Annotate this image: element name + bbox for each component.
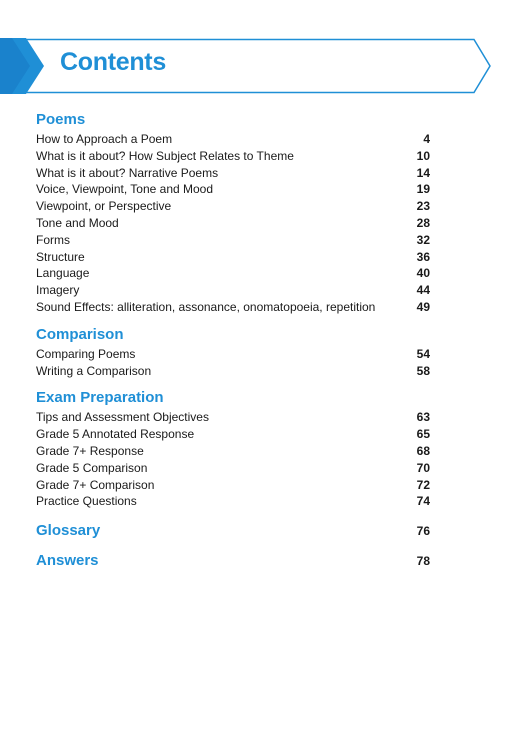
toc-entry[interactable]	[36, 460, 430, 477]
spacer	[36, 379, 430, 387]
section-title: Exam Preparation	[36, 389, 164, 407]
toc-entry-answers[interactable]	[36, 550, 430, 572]
entry-page: 36	[416, 249, 430, 264]
entry-page: 76	[416, 524, 430, 539]
section-title: Comparison	[36, 325, 124, 343]
section-title: Glossary	[36, 522, 101, 540]
entry-page: 44	[416, 283, 430, 298]
entry-page: 28	[416, 215, 430, 230]
entry-label: Viewpoint, or Perspective	[36, 199, 172, 214]
entry-page: 78	[416, 554, 430, 569]
entry-label: What is it about? How Subject Relates to Theme	[36, 148, 294, 163]
spacer	[36, 510, 430, 520]
entry-label: Voice, Viewpoint, Tone and Mood	[36, 182, 214, 197]
toc-entry[interactable]	[36, 409, 430, 426]
entry-label: Grade 5 Annotated Response	[36, 427, 195, 442]
toc-section-exam-preparation	[36, 387, 430, 510]
table-of-contents	[36, 109, 430, 572]
toc-entry[interactable]	[36, 363, 430, 380]
entry-label: What is it about? Narrative Poems	[36, 165, 219, 180]
toc-entry[interactable]	[36, 215, 430, 232]
entry-page: 54	[416, 346, 430, 361]
toc-entry[interactable]	[36, 493, 430, 510]
entry-label: Practice Questions	[36, 494, 137, 509]
toc-entry[interactable]	[36, 282, 430, 299]
entry-page: 14	[416, 165, 430, 180]
entry-page: 10	[416, 148, 430, 163]
entry-label: Language	[36, 266, 90, 281]
entry-page: 32	[416, 232, 430, 247]
entry-label: Tone and Mood	[36, 215, 119, 230]
toc-entry[interactable]	[36, 443, 430, 460]
entry-label: Writing a Comparison	[36, 363, 152, 378]
toc-entry[interactable]	[36, 299, 430, 316]
entry-label: Grade 5 Comparison	[36, 460, 148, 475]
spacer	[36, 316, 430, 324]
toc-entry[interactable]	[36, 181, 430, 198]
toc-entry[interactable]	[36, 198, 430, 215]
entry-label: Sound Effects: alliteration, assonance, onomatopoeia, repetition	[36, 299, 376, 314]
toc-entry[interactable]	[36, 477, 430, 494]
entry-page: 23	[416, 199, 430, 214]
entry-page: 58	[416, 363, 430, 378]
toc-section-poems	[36, 109, 430, 316]
entry-page: 68	[416, 443, 430, 458]
toc-entry[interactable]	[36, 165, 430, 182]
entry-page: 4	[423, 132, 430, 146]
section-heading[interactable]	[36, 387, 430, 409]
section-title: Answers	[36, 552, 99, 570]
section-title: Poems	[36, 111, 86, 128]
entry-page: 70	[416, 460, 430, 475]
entry-label: How to Approach a Poem	[36, 132, 173, 146]
section-heading[interactable]	[36, 324, 430, 346]
toc-entry[interactable]	[36, 148, 430, 165]
toc-entry[interactable]	[36, 265, 430, 282]
toc-entry[interactable]	[36, 426, 430, 443]
entry-page: 65	[416, 427, 430, 442]
entry-page: 49	[416, 299, 430, 314]
entry-label: Forms	[36, 232, 70, 247]
entry-page: 19	[416, 182, 430, 197]
entry-label: Grade 7+ Response	[36, 443, 144, 458]
entry-label: Structure	[36, 249, 85, 264]
toc-entry[interactable]	[36, 232, 430, 249]
toc-entry[interactable]	[36, 131, 430, 148]
entry-label: Imagery	[36, 283, 80, 298]
toc-section-comparison	[36, 324, 430, 380]
entry-label: Grade 7+ Comparison	[36, 477, 155, 492]
entry-page: 74	[416, 494, 430, 509]
contents-banner	[0, 38, 528, 94]
entry-label: Comparing Poems	[36, 346, 136, 361]
entry-label: Tips and Assessment Objectives	[36, 410, 209, 425]
page-title: Contents	[60, 48, 166, 76]
toc-entry-glossary[interactable]	[36, 520, 430, 542]
entry-page: 63	[416, 410, 430, 425]
toc-entry[interactable]	[36, 346, 430, 363]
section-heading[interactable]	[36, 109, 430, 131]
entry-page: 40	[416, 266, 430, 281]
entry-page: 72	[416, 477, 430, 492]
spacer	[36, 542, 430, 550]
toc-entry[interactable]	[36, 249, 430, 266]
